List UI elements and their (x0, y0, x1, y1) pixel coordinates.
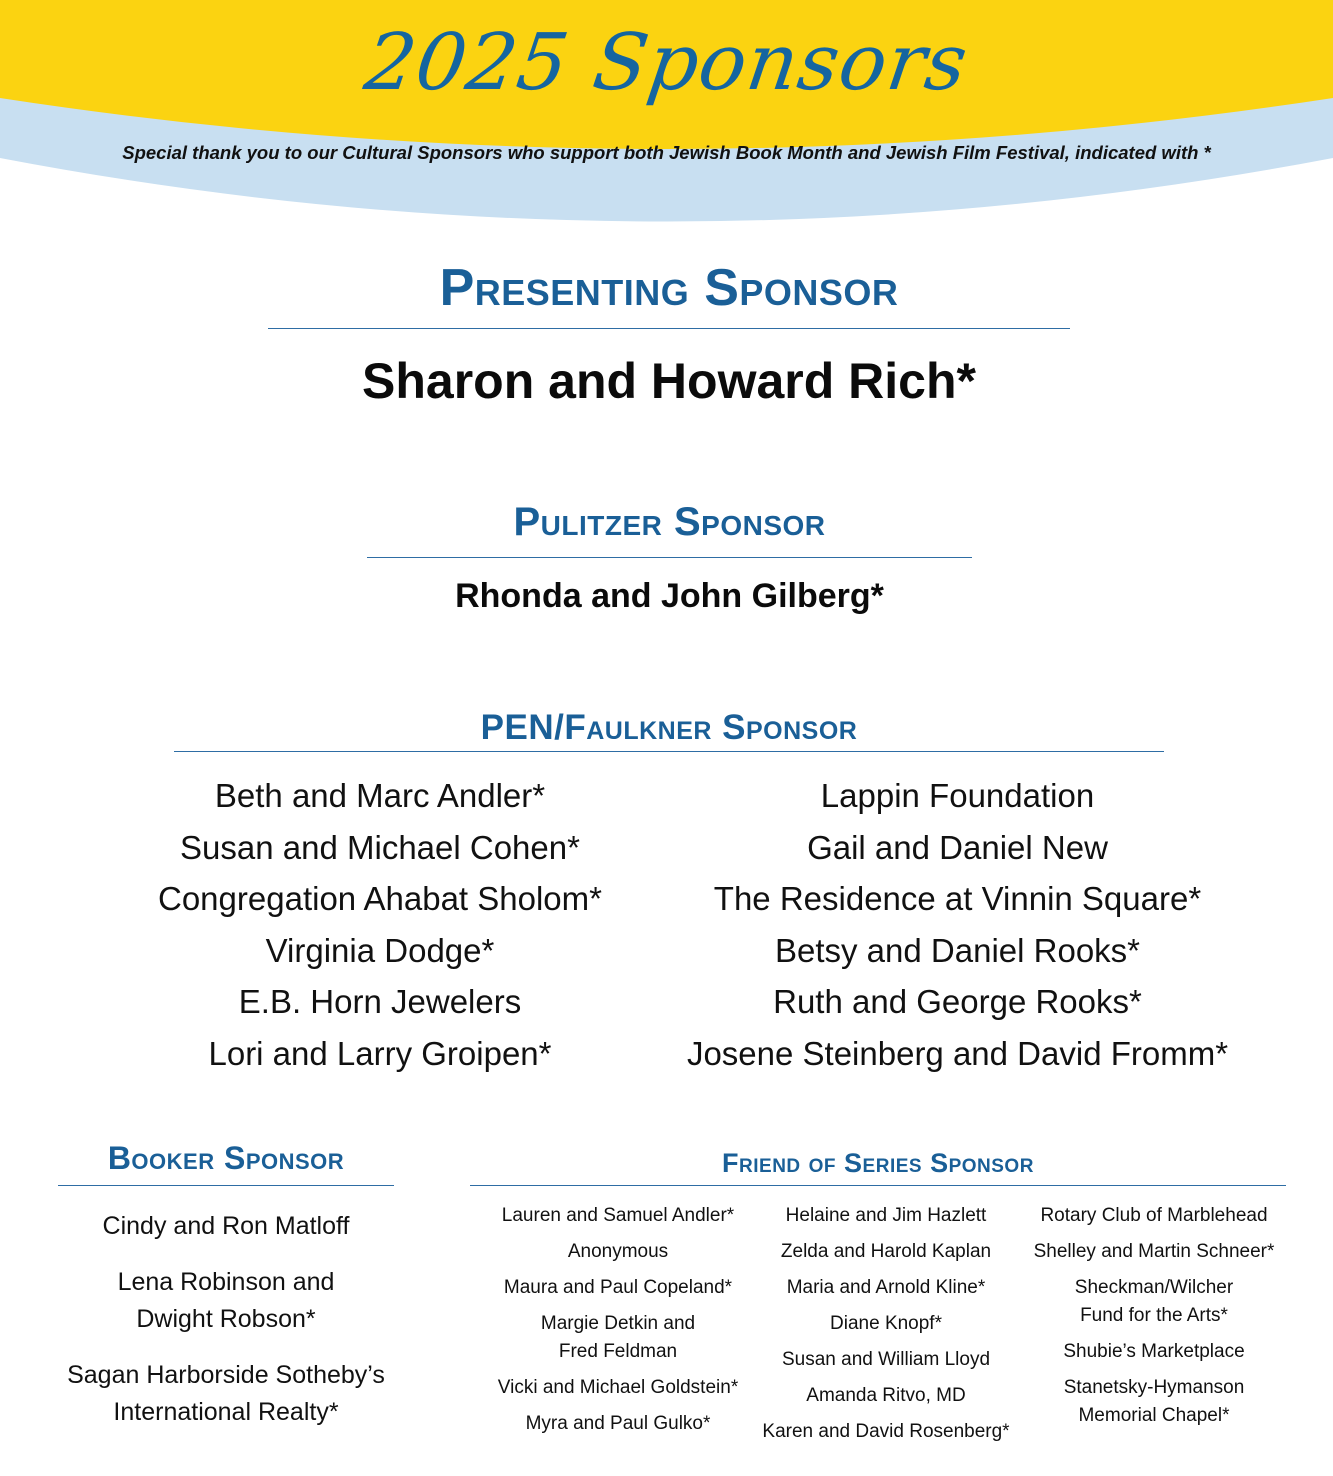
pulitzer-rule (367, 557, 972, 558)
pen-sponsor: Virginia Dodge* (265, 931, 495, 969)
pen-sponsor: Ruth and George Rooks* (773, 983, 1142, 1020)
pen-sponsor: The Residence at Vinnin Square* (713, 880, 1202, 917)
friend-sponsor: Lauren and Samuel Andler* (501, 1205, 735, 1226)
friend-sponsor: Anonymous (567, 1241, 669, 1262)
page-subtitle: Special thank you to our Cultural Sponsors who support both Jewish Book Month and Jewish Film Festival, indicated with * (122, 142, 1211, 163)
friend-sponsor: Karen and David Rosenberg* (762, 1421, 1010, 1442)
pen-sponsor: E.B. Horn Jewelers (238, 983, 522, 1020)
friend-sponsor: Maria and Arnold Kline* (786, 1277, 986, 1298)
booker-rule (58, 1185, 394, 1186)
friend-sponsor: Shelley and Martin Schneer* (1033, 1241, 1275, 1262)
friend-sponsor: Amanda Ritvo, MD (806, 1385, 966, 1406)
friend-col-2 (750, 1202, 1022, 1454)
friend-col-3 (1022, 1202, 1286, 1438)
presenting-heading: Presenting Sponsor (439, 259, 899, 317)
friend-sponsor: Margie Detkin and Fred Feldman (540, 1313, 696, 1362)
booker-list (40, 1208, 412, 1450)
friend-sponsor: Maura and Paul Copeland* (503, 1277, 733, 1298)
pulitzer-name: Rhonda and John Gilberg* (455, 577, 884, 615)
friend-sponsor: Helaine and Jim Hazlett (785, 1205, 987, 1226)
friend-sponsor: Rotary Club of Marblehead (1040, 1205, 1268, 1226)
pen-rule (174, 751, 1164, 752)
pen-sponsor: Lori and Larry Groipen* (208, 1034, 552, 1072)
pen-right-list (660, 770, 1255, 1079)
booker-heading: Booker Sponsor (107, 1140, 345, 1176)
friend-sponsor: Stanetsky-Hymanson Memorial Chapel* (1063, 1377, 1245, 1426)
friend-sponsor: Vicki and Michael Goldstein* (497, 1377, 739, 1398)
friend-sponsor: Myra and Paul Gulko* (525, 1413, 711, 1434)
page-title: 2025 Sponsors (359, 18, 974, 108)
pulitzer-heading: Pulitzer Sponsor (513, 500, 826, 544)
friend-sponsor: Diane Knopf* (830, 1313, 942, 1334)
booker-sponsor: Lena Robinson and Dwight Robson* (117, 1268, 335, 1333)
friend-sponsor: Sheckman/Wilcher Fund for the Arts* (1074, 1277, 1234, 1326)
pen-heading: PEN/Faulkner Sponsor (480, 708, 858, 747)
friend-col-1 (478, 1202, 758, 1446)
pen-sponsor: Beth and Marc Andler* (214, 777, 546, 814)
pen-sponsor: Josene Steinberg and David Fromm* (686, 1034, 1229, 1072)
friend-sponsor: Shubie’s Marketplace (1063, 1341, 1245, 1362)
presenting-name: Sharon and Howard Rich* (362, 353, 976, 409)
pen-sponsor: Susan and Michael Cohen* (180, 828, 580, 866)
pen-left-list (120, 770, 640, 1079)
pen-sponsor: Lappin Foundation (820, 777, 1095, 814)
presenting-rule (268, 328, 1070, 329)
friend-heading: Friend of Series Sponsor (722, 1148, 1034, 1178)
booker-sponsor: Sagan Harborside Sotheby’s International Realty* (67, 1361, 385, 1426)
pen-sponsor: Gail and Daniel New (807, 828, 1108, 866)
friend-sponsor: Zelda and Harold Kaplan (780, 1241, 992, 1262)
booker-sponsor: Cindy and Ron Matloff (102, 1212, 350, 1240)
friend-sponsor: Susan and William Lloyd (781, 1349, 991, 1370)
pen-sponsor: Congregation Ahabat Sholom* (158, 880, 602, 917)
pen-sponsor: Betsy and Daniel Rooks* (774, 931, 1141, 969)
friend-rule (470, 1185, 1286, 1186)
